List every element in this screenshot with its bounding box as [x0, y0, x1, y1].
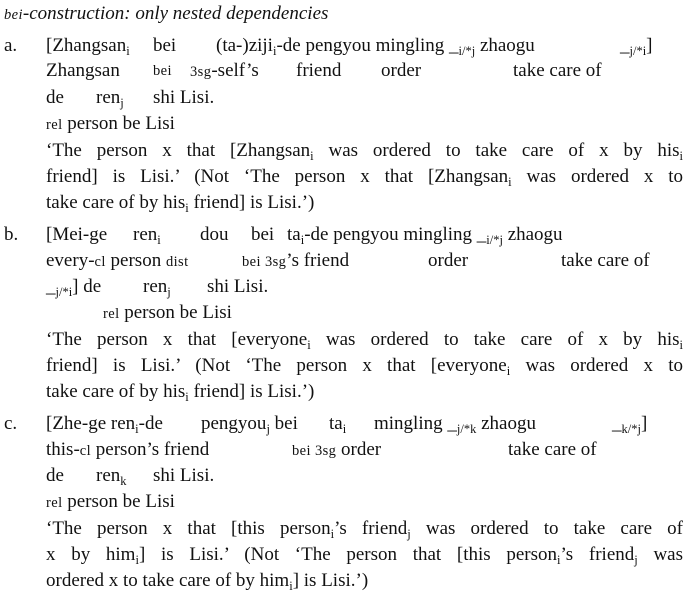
translation-line: ‘The person x that [Zhangsan$_i$ was ordered to take care of x by his$_i$: [46, 140, 683, 163]
gloss-word: take care of: [513, 60, 602, 81]
gloss-word: this-cl person’s friend: [46, 439, 210, 460]
word: (ta-)ziji$_i$-de pengyou mingling $\__{i/*j}$ zhaogu: [216, 35, 535, 58]
translation-line: friend] is Lisi.’ (Not ‘The person x that [Zhangsan$_i$ was ordered x to: [46, 166, 683, 189]
word: ren$_j$: [96, 87, 124, 110]
gloss-word: bei 3sg order: [292, 439, 382, 460]
gloss-word: take care of: [561, 250, 650, 271]
example-label-b: b.: [4, 224, 19, 245]
word: pengyou$_j$ bei: [201, 413, 298, 436]
gloss-word: 3sg-self’s: [190, 60, 259, 81]
word: mingling $\__{j/*k}$ zhaogu: [374, 413, 536, 436]
title-smallcaps: bei: [4, 7, 23, 23]
word: de: [46, 87, 64, 108]
example-label-c: c.: [4, 413, 18, 434]
word: shi Lisi.: [153, 465, 215, 486]
translation-line: x by him$_i$] is Lisi.’ (Not ‘The person that [this person$_i$’s friend$_j$ was: [46, 544, 684, 567]
word: ren$_k$: [96, 465, 127, 488]
word: $\__{j/*i}$] de: [46, 276, 102, 299]
word: de: [46, 465, 64, 486]
word: bei: [153, 35, 177, 56]
word: shi Lisi.: [153, 87, 215, 108]
gloss-word: take care of: [508, 439, 597, 460]
word: shi Lisi.: [207, 276, 269, 297]
gloss-word: Zhangsan: [46, 60, 120, 81]
example-b-gloss2: rel person be Lisi: [103, 302, 232, 323]
word: [Zhe-ge ren$_i$-de: [46, 413, 163, 436]
word: $\__{k/*j}$]: [612, 413, 648, 436]
gloss-word: friend: [296, 60, 342, 81]
word: $ta_i$: [329, 413, 347, 436]
word: [Zhangsan$_i$: [46, 35, 130, 58]
word: [Mei-ge: [46, 224, 108, 245]
word: ren$_j$: [143, 276, 171, 299]
section-title: [4, 4, 328, 23]
title-rest: -construction: only nested dependencies: [22, 3, 329, 24]
translation-line: take care of by his$_i$ friend] is Lisi.’): [46, 381, 315, 404]
example-c-gloss2: rel person be Lisi: [46, 491, 175, 512]
gloss-word: bei 3sg’s friend: [242, 250, 350, 271]
gloss-word: order: [428, 250, 469, 271]
example-label-a: a.: [4, 35, 18, 56]
gloss-word: every-cl person dist: [46, 250, 189, 271]
word: $ta_i-de$ pengyou mingling $\__{i/*j}$ zhaogu: [287, 224, 563, 247]
translation-line: ‘The person x that [everyone$_i$ was ordered to take care of x by his$_i$: [46, 329, 683, 352]
word: $\__{j/*i}$]: [620, 35, 653, 58]
word: dou: [200, 224, 229, 245]
translation-line: friend] is Lisi.’ (Not ‘The person x that [everyone$_i$ was ordered x to: [46, 355, 683, 378]
translation-line: ordered x to take care of by him$_i$] is Lisi.’): [46, 570, 369, 593]
gloss-smallcaps: bei: [153, 63, 172, 79]
example-a-gloss2: rel person be Lisi: [46, 113, 175, 134]
word: bei: [251, 224, 275, 245]
word: ren$_i$: [133, 224, 161, 247]
translation-line: take care of by his$_i$ friend] is Lisi.’): [46, 192, 315, 215]
translation-line: ‘The person x that [this person$_i$’s friend$_j$ was ordered to take care of: [46, 518, 683, 541]
gloss-word: order: [381, 60, 422, 81]
